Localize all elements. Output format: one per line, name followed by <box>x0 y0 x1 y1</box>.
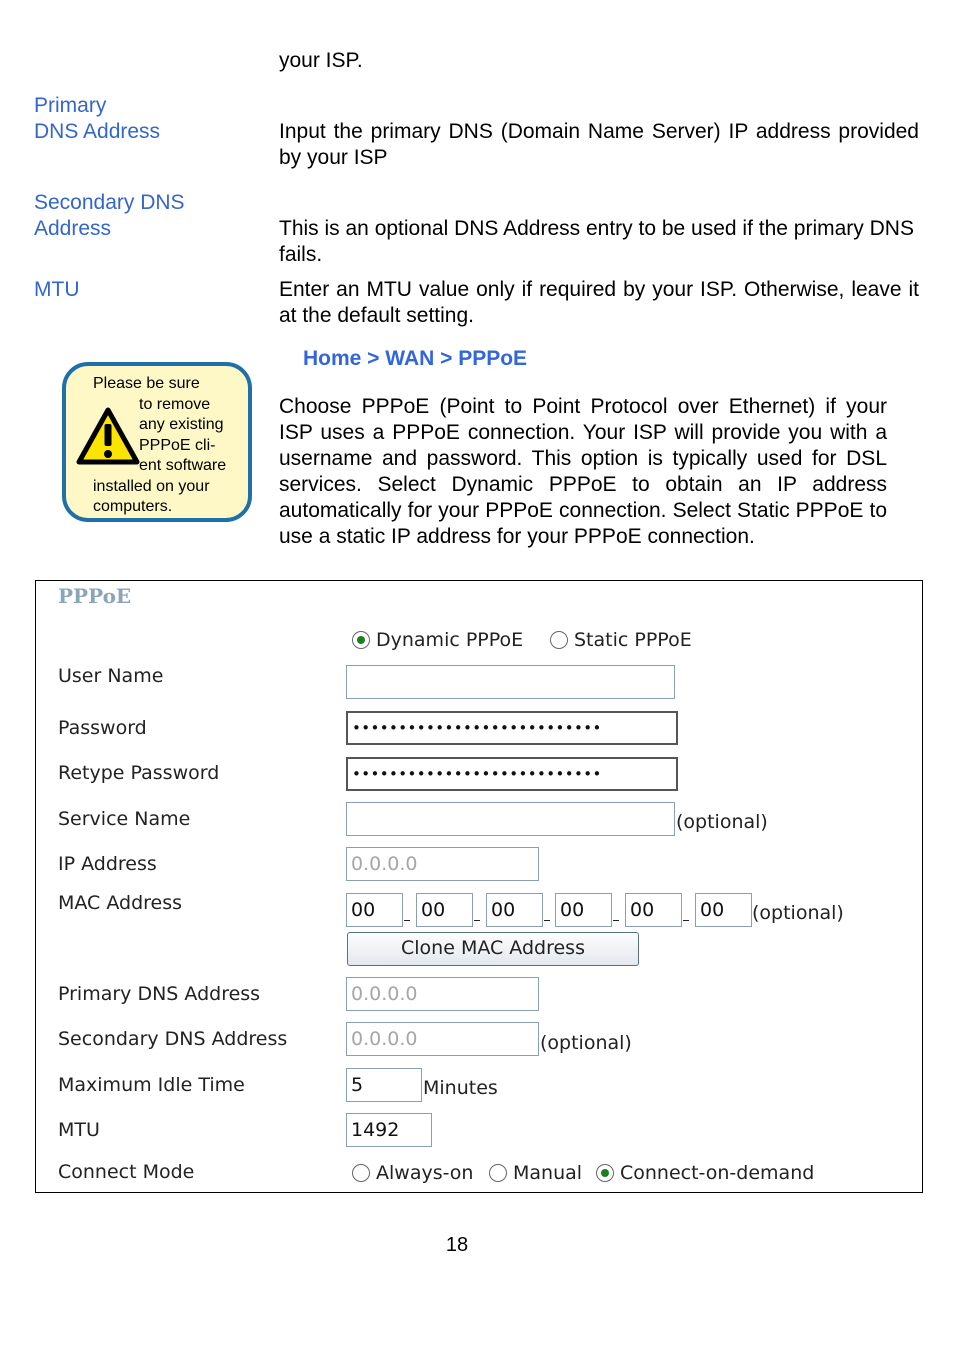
ip-address-input[interactable]: 0.0.0.0 <box>346 847 539 881</box>
primary-dns-input[interactable]: 0.0.0.0 <box>346 977 539 1011</box>
pppoe-form-panel <box>35 580 923 1193</box>
note-line-1: Please be sure <box>93 375 200 392</box>
note-line-3: any existing <box>139 416 224 433</box>
mac-octet-3-input[interactable]: 00 <box>486 893 543 927</box>
desc-primary-dns: Input the primary DNS (Domain Name Server) IP address provided by your ISP <box>279 120 919 169</box>
term-mtu: MTU <box>34 278 80 301</box>
radio-unselected-icon <box>550 631 568 649</box>
retype-password-input[interactable]: ••••••••••••••••••••••••••• <box>346 757 678 791</box>
label-max-idle-time: Maximum Idle Time <box>58 1074 245 1096</box>
section-paragraph: Choose PPPoE (Point to Point Protocol over Ethernet) if your ISP uses a PPPoE connection. Your ISP will provide you with a username and password. This option is typically used for DSL services. Select Dynamic PPPoE to obtain an IP address automatically for your PPPoE connection. Select Static PPPoE to use a static IP address for your PPPoE connection. <box>279 395 887 548</box>
user-name-input[interactable] <box>346 665 675 699</box>
radio-static-pppoe[interactable] <box>550 629 692 651</box>
note-line-7: computers. <box>93 498 173 515</box>
label-retype-password: Retype Password <box>58 762 220 784</box>
service-name-input[interactable] <box>346 802 675 836</box>
nav-breadcrumb: Home > WAN > PPPoE <box>303 347 528 370</box>
mac-separator <box>474 920 480 921</box>
secondary-dns-optional: (optional) <box>540 1032 632 1054</box>
intro-line: your ISP. <box>279 49 363 72</box>
label-primary-dns: Primary DNS Address <box>58 983 261 1005</box>
label-service-name: Service Name <box>58 808 191 830</box>
radio-unselected-icon <box>352 1164 370 1182</box>
term-secondary-dns-line2: Address <box>34 217 112 240</box>
mac-address-optional: (optional) <box>752 902 844 924</box>
form-title: PPPoE <box>58 584 132 608</box>
term-primary-dns-line1: Primary <box>34 94 107 117</box>
label-connect-mode: Connect Mode <box>58 1161 195 1183</box>
mac-octet-6-input[interactable]: 00 <box>695 893 752 927</box>
note-line-5: ent software <box>139 457 227 474</box>
warning-note <box>62 362 252 522</box>
radio-always-on[interactable] <box>352 1162 473 1184</box>
warning-icon <box>76 406 140 466</box>
desc-mtu: Enter an MTU value only if required by your ISP. Otherwise, leave it at the default setting. <box>279 278 919 327</box>
max-idle-time-unit: Minutes <box>423 1077 498 1099</box>
radio-connect-on-demand[interactable] <box>596 1162 814 1184</box>
mac-separator <box>683 920 689 921</box>
radio-manual-label: Manual <box>513 1162 583 1184</box>
password-input[interactable]: ••••••••••••••••••••••••••• <box>346 711 678 745</box>
label-mtu: MTU <box>58 1119 100 1141</box>
radio-unselected-icon <box>489 1164 507 1182</box>
mac-separator <box>544 920 550 921</box>
clone-mac-address-button[interactable]: Clone MAC Address <box>347 932 639 966</box>
radio-selected-icon <box>596 1164 614 1182</box>
label-password: Password <box>58 717 147 739</box>
note-line-6: installed on your <box>93 478 210 495</box>
mac-separator <box>613 920 619 921</box>
mac-separator <box>404 920 410 921</box>
radio-connect-on-demand-label: Connect-on-demand <box>620 1162 815 1184</box>
radio-always-on-label: Always-on <box>376 1162 474 1184</box>
note-line-4: PPPoE cli- <box>139 437 216 454</box>
mtu-input[interactable]: 1492 <box>346 1113 432 1147</box>
term-primary-dns-line2: DNS Address <box>34 120 161 143</box>
label-mac-address: MAC Address <box>58 892 183 914</box>
mac-octet-1-input[interactable]: 00 <box>346 893 403 927</box>
mac-octet-4-input[interactable]: 00 <box>555 893 612 927</box>
term-secondary-dns-line1: Secondary DNS <box>34 191 185 214</box>
radio-dynamic-pppoe-label: Dynamic PPPoE <box>376 629 524 651</box>
radio-selected-icon <box>352 631 370 649</box>
radio-static-pppoe-label: Static PPPoE <box>574 629 692 651</box>
label-user-name: User Name <box>58 665 164 687</box>
radio-manual[interactable] <box>489 1162 582 1184</box>
mac-octet-2-input[interactable]: 00 <box>416 893 473 927</box>
label-ip-address: IP Address <box>58 853 157 875</box>
mac-octet-5-input[interactable]: 00 <box>625 893 682 927</box>
desc-secondary-dns: This is an optional DNS Address entry to be used if the primary DNS fails. <box>279 217 914 266</box>
label-secondary-dns: Secondary DNS Address <box>58 1028 288 1050</box>
max-idle-time-input[interactable]: 5 <box>346 1068 422 1102</box>
note-line-2: to remove <box>139 396 211 413</box>
radio-dynamic-pppoe[interactable] <box>352 629 523 651</box>
service-name-optional: (optional) <box>676 811 768 833</box>
secondary-dns-input[interactable]: 0.0.0.0 <box>346 1022 539 1056</box>
page-number: 18 <box>445 1234 469 1256</box>
